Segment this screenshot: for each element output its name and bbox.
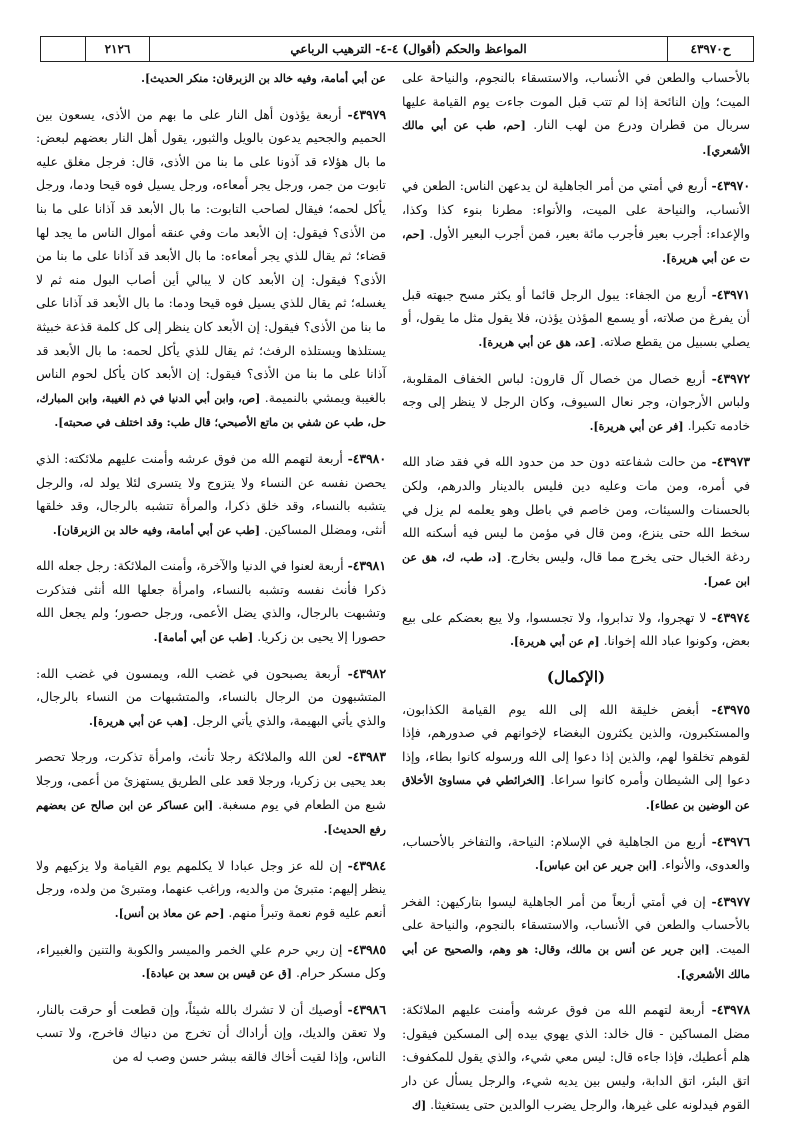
hadith-source: [ابن جرير عن ابن عباس]. [535, 859, 658, 873]
hadith-number: ٤٣٩٧٥- [711, 701, 750, 717]
hadith-entry [36, 998, 386, 1070]
header-title: المواعظ والحكم (أقوال) ٤-٤- الترهيب الرباعي [149, 37, 667, 61]
entry-text: بالأحساب والطعن في الأنساب، والاستسقاء بالنجوم، والنياحة على الميت؛ وإن النائحة إذا لم تتب قبل الموت جاءت يوم القيامة عليها سربال من قطران ودرع من لهب النار. [402, 70, 750, 133]
hadith-number: ٤٣٩٧٤- [711, 609, 750, 625]
hadith-entry [36, 854, 386, 926]
hadith-source: [حم، ت عن أبي هريرة]. [402, 227, 750, 266]
hadith-number: ٤٣٩٧٩- [347, 106, 386, 122]
hadith-text: أربع في أمتي من أمر الجاهلية لن يدعهن الناس: الطعن في الأنساب، والنياحة على الميت، والأنواء: مطرنا بنوء كذا وكذا، والإعداء: أجرب بعير فأجرب مائة بعير، فمن أجرب البعير الأول. [402, 178, 750, 241]
hadith-source: [الخرائطي في مساوئ الأخلاق عن الوضين بن عطاء]. [402, 774, 750, 813]
hadith-entry [36, 103, 386, 435]
page-number: ٢١٢٦ [85, 37, 149, 61]
hadith-text: إن ربي حرم علي الخمر والميسر والكوبة والتنين والغبيراء، وكل مسكر حرام. [36, 941, 386, 981]
hadith-entry [402, 698, 750, 818]
hadith-number: ٤٣٩٨٤- [347, 857, 386, 873]
hadith-text: أربعة يصبحون في غضب الله، ويمسون في غضب الله: المتشبهون من الرجال بالنساء، والمتشبهات من النساء بالرجال، والذي يأتي البهيمة، والذي يأتي الرجل. [36, 665, 386, 728]
continuation-entry [36, 66, 386, 91]
hadith-entry [36, 662, 386, 734]
hadith-text: لعن الله والملائكة رجلا تأنث، وامرأة تذكرت، ورجلا تحصر بعد يحيى بن زكريا، ورجلا قعد على الطريق يستهزئ من أعمى، ورجلا شبع من الطعام في يوم مسغبة. [36, 749, 387, 812]
hadith-number: ٤٣٩٨٢- [347, 665, 386, 681]
hadith-entry [36, 938, 386, 986]
hadith-entry [36, 745, 386, 841]
hadith-number: ٤٣٩٧٧- [711, 893, 750, 909]
hadith-source: [هب عن أبي هريرة]. [88, 714, 189, 728]
continuation-entry [402, 66, 750, 162]
running-header [40, 36, 754, 62]
hadith-text: إن لله عز وجل عبادا لا يكلمهم يوم القيامة ولا يزكيهم ولا ينظر إليهم: متبرئ من والديه، وراغب عنهما، ومتبرئ من ولده، ورجل أنعم عليه قوم نعمة وتبرأ منهم. [36, 857, 386, 920]
hadith-entry [402, 174, 750, 270]
hadith-number: ٤٣٩٧٣- [711, 454, 750, 470]
hadith-number: ٤٣٩٧١- [711, 286, 750, 302]
hadith-source: [طب عن أبي أمامة، وفيه خالد بن الزبرقان]. [52, 523, 261, 537]
hadith-entry [36, 554, 386, 649]
hadith-text: أبغض خليقة الله إلى الله يوم القيامة الكذابون، والمستكبرون، والذين يكثرون البغضاء لإخوانهم في صدورهم، فإذا لقوهم تخلقوا لهم، والذين إذا دعوا إلى الله ورسوله كانوا بطاء، وإذا دعوا إلى الشيطان وأمره كانوا سراعا. [402, 701, 750, 788]
hadith-entry [402, 830, 750, 878]
hadith-text: لا تهجروا، ولا تدابروا، ولا تجسسوا، ولا يبع بعضكم على بيع بعض، وكونوا عباد الله إخوانا. [402, 609, 750, 649]
entry-source: [حم، طب عن أبي مالك الأشعري]. [402, 119, 750, 157]
hadith-number: ٤٣٩٧٦- [711, 833, 750, 849]
hadith-source: [طب عن أبي أمامة]. [153, 631, 254, 645]
hadith-entry [402, 367, 750, 439]
header-blank-cell [41, 37, 85, 61]
hadith-source: [ق عن قيس بن سعد بن عبادة]. [141, 967, 292, 981]
hadith-text: أربعة لتهمم الله من فوق عرشه وأمنت عليهم الملائكة: مضل المساكين - قال خالد: الذي يهوي بيده إلى المسكين فيقول: هلم أعطيك، فإذا جاءه قال: ليس معي شيء، والذي يقول للمكفوف: اتق البئر، اتق الدابة، وليس بين يديه شيء، والرجل يسأل عن دار القوم فيدلونه على غيرها، والرجل يضرب الوالدين حتى يستغيثا. [402, 1002, 750, 1112]
hadith-text: أربعة لتهمم الله من فوق عرشه وأمنت عليهم ملائكته: الذي يحصن نفسه عن النساء ولا يتزوج ولا يتسرى لئلا يولد له، والرجل يتشبه بالنساء، وقد خلق ذكرا، والمرأة تتشبه بالرجال، وقد خلقها أنثى، ومضلل المساكين. [36, 450, 386, 537]
left-column [36, 66, 386, 1082]
hadith-source: [م عن أبي هريرة]. [510, 635, 600, 649]
hadith-source: [ص، وابن أبي الدنيا في ذم الغيبة، وابن المبارك، حل، طب عن شفي بن ماتع الأصبحي؛ قال طب: وقد اختلف في صحبته]. [36, 391, 386, 430]
hadith-number: ٤٣٩٨٣- [347, 749, 386, 765]
hadith-text: أربعة لعنوا في الدنيا والآخرة، وأمنت الملائكة: رجل جعله الله ذكرا فأنث نفسه وتشبه بالنساء، وامرأة جعلها الله أنثى فتذكرت وتشبهت بالرجال، والذي يضل الأعمى، ورجل حصور؛ ولم يجعل الله حصورا إلا يحيى بن زكريا. [36, 558, 386, 645]
right-column [402, 66, 750, 1129]
hadith-number: ٤٣٩٨١- [347, 558, 386, 574]
hadith-number: ٤٣٩٨٠- [347, 450, 386, 466]
hadith-entry [402, 998, 750, 1117]
hadith-text: أوصيك أن لا تشرك بالله شيئاً، وإن قطعت أو حرقت بالنار، ولا تعقن والديك، وإن أراداك أن تخرج من دنياك فاخرج، ولا تسب الناس، وإذا لقيت أخاك فالقه ببشر حسن وصب له من [36, 1001, 386, 1064]
hadith-text: من حالت شفاعته دون حد من حدود الله في فقد ضاد الله في أمره، ومن مات وعليه دين فليس بالدينار والدرهم، ولكن بالحسنات والسيئات، ومن خاصم في باطل وهو يعلمه لم يزل في سخط الله حتى ينزع، ومن قال في مؤمن ما ليس فيه أسكنه الله ردغة الخبال حتى يخرج مما قال، وليس بخارج. [402, 454, 750, 564]
hadith-source: [ابن جرير عن أنس بن مالك، وقال: هو وهم، والصحيح عن أبي مالك الأشعري]. [402, 943, 750, 981]
hadith-entry [402, 283, 750, 355]
hadith-text: أربعة يؤذون أهل النار على ما بهم من الأذى، يسعون بين الحميم والجحيم يدعون بالويل والثبور، يقول أهل النار بعضهم لبعض: ما بال هؤلاء قد آذونا على ما بنا من الأذى، قال: فرجل مغلق عليه تابوت من جمر، ورجل يجر أمعاءه، ورجل يسيل فوه قيحا ودما، ورجل يأكل لحمه؛ فيقال لصاحب التابوت: ما بال الأبعد قد آذانا على ما بنا من الأذى؟ فيقول: إن الأبعد مات وفي عنقه أموال الناس ما يجد لها قضاء؛ ثم يقال للذي يجر أمعاءه: ما بال الأبعد قد آذانا على ما بنا من الأذى؟ فيقول: إن الأبعد كان لا يبالي أين أصاب البول منه ثم لا يغسله؛ ثم يقال للذي يسيل فوه قيحا ودما: ما بال الأبعد قد آذانا على ما بنا من الأذى؟ فيقول: إن الأبعد كان ينظر إلى كل كلمة قذعة خبيثة يستلذها ويستلذه الرفث؛ ثم يقال للذي يأكل لحمه: ما بال الأبعد قد آذانا على ما بنا من الأذى؟ فيقول: إن الأبعد كان يأكل لحوم الناس بالغيبة ويمشي بالنميمة. [36, 106, 386, 405]
hadith-number: ٤٣٩٨٥- [347, 941, 386, 957]
entry-source: عن أبي أمامة، وفيه خالد بن الزبرقان: منكر الحديث]. [141, 72, 386, 85]
hadith-source: [د، طب، ك، هق عن ابن عمر]. [402, 550, 750, 589]
hadith-source: [ابن عساكر عن ابن صالح عن بعضهم رفع الحديث]. [36, 798, 386, 837]
hadith-number: ٤٣٩٨٦- [347, 1001, 386, 1017]
hadith-entry [402, 606, 750, 654]
hadith-number: ٤٣٩٧٨- [711, 1002, 750, 1018]
hadith-number: ٤٣٩٧٠- [711, 178, 750, 194]
hadith-text: أربع خصال من خصال آل قارون: لباس الخفاف المقلوبة، ولباس الأرجوان، وجر نعال السيوف، وكان الرجل لا ينظر إلى وجه خادمه تكبرا. [402, 370, 750, 433]
hadith-source: [حم عن معاذ بن أنس]. [114, 907, 225, 920]
section-heading: (الإكمال) [546, 668, 606, 687]
hadith-number: ٤٣٩٧٢- [711, 370, 750, 386]
hadith-entry [402, 450, 750, 594]
hadith-text: إن في أمتي أربعاً من أمر الجاهلية ليسوا بتاركيهن: الفخر بالأحساب والطعن في الأنساب، والاستسقاء بالنجوم، والنياحة على الميت. [402, 893, 750, 956]
hadith-source: [ك [411, 1098, 427, 1112]
hadith-source: [فر عن أبي هريرة]. [589, 419, 684, 433]
header-hadith-number: ح٤٣٩٧٠ [667, 37, 753, 61]
hadith-entry [402, 890, 750, 986]
hadith-text: أربع من الجاهلية في الإسلام: النياحة، والتفاخر بالأحساب، والعدوى، والأنواء. [402, 833, 750, 873]
hadith-text: أربع من الجفاء: يبول الرجل قائما أو يكثر مسح جبهته قبل أن يفرغ من صلاته، أو يسمع المؤذن يؤذن، فلا يقول مثل ما يقول، أو يصلي بسبيل من يقطع صلاته. [402, 286, 750, 349]
hadith-source: [عد، هق عن أبي هريرة]. [478, 335, 596, 349]
hadith-entry [36, 447, 386, 542]
